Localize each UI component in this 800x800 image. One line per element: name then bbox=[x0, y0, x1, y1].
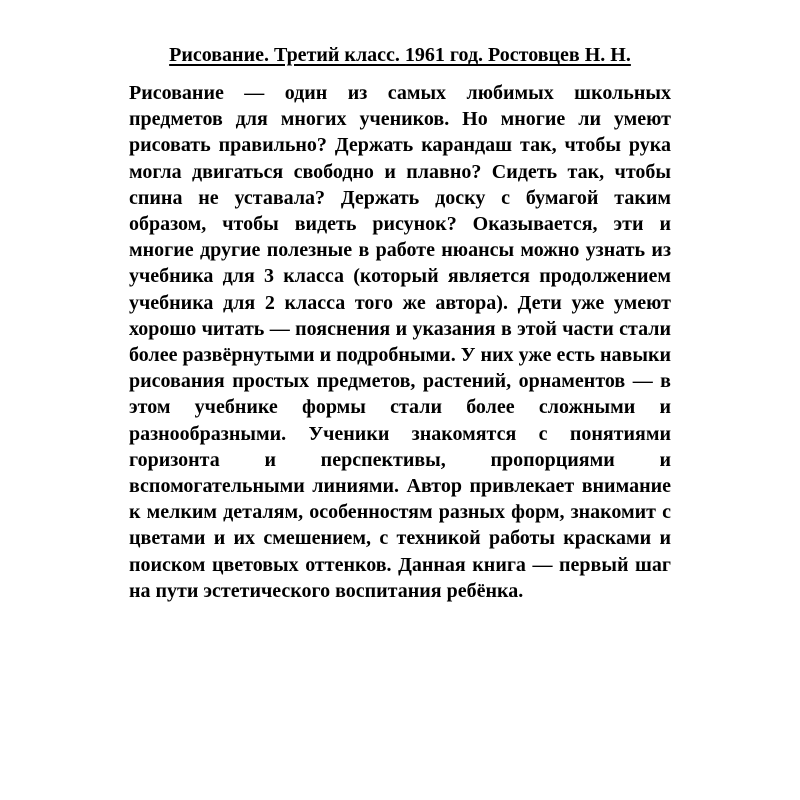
document-title: Рисование. Третий класс. 1961 год. Ростовцев Н. Н. bbox=[169, 44, 631, 66]
document-body-paragraph: Рисование — один из самых любимых школьных предметов для многих учеников. Но многие ли умеют рисовать правильно? Держать карандаш так, чтобы рука могла двигаться свободно и плавно? Сидеть так, чтобы спина не уставала? Держать доску с бумагой таким образом, чтобы видеть рисунок? Оказывается, эти и многие другие полезные в работе нюансы можно узнать из учебника для 3 класса (который является продолжением учебника для 2 класса того же автора). Дети уже умеют хорошо читать — пояснения и указания в этой части стали более развёрнутыми и подробными. У них уже есть навыки рисования простых предметов, растений, орнаментов — в этом учебнике формы стали более сложными и разнообразными. Ученики знакомятся с понятиями горизонта и перспективы, пропорциями и вспомогательными линиями. Автор привлекает внимание к мелким деталям, особенностям разных форм, знакомит с цветами и их смешением, с техникой работы красками и поиском цветовых оттенков. Данная книга — первый шаг на пути эстетического воспитания ребёнка. bbox=[129, 82, 671, 602]
